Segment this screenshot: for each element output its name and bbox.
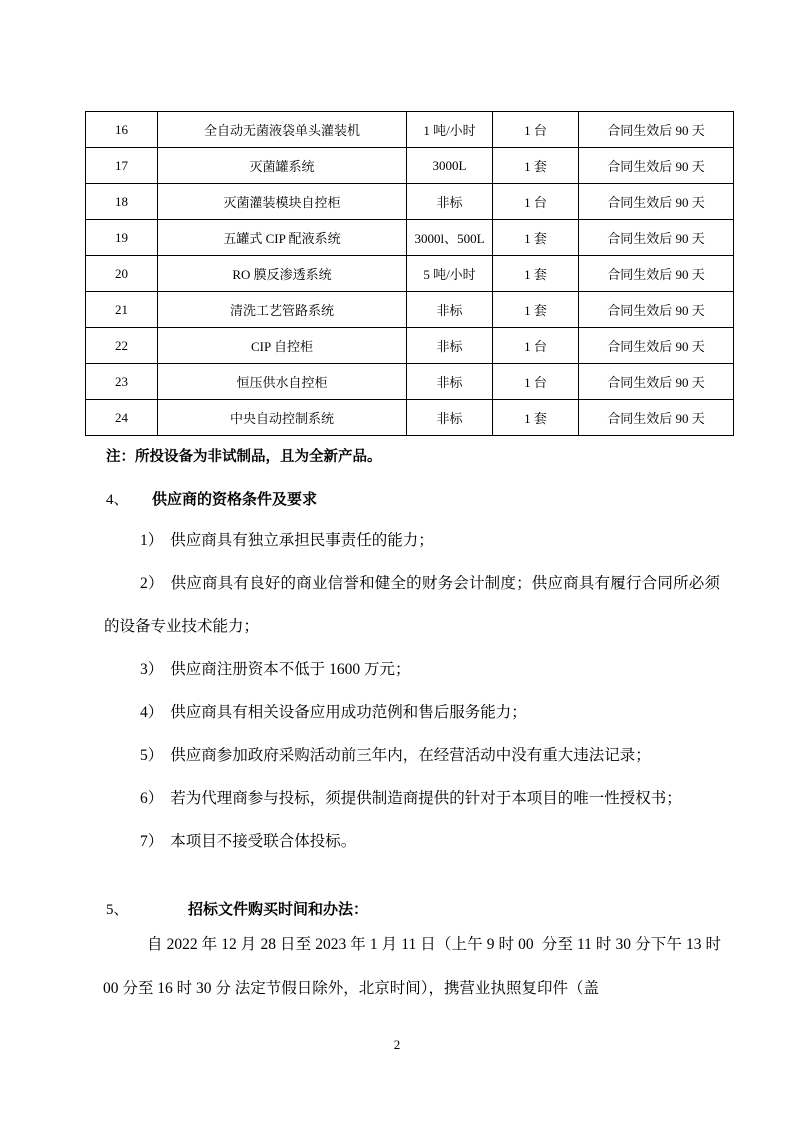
cell-delivery: 合同生效后 90 天 [579, 292, 734, 328]
cell-no: 18 [86, 184, 158, 220]
qualification-item [104, 691, 720, 734]
equipment-table-body [86, 112, 734, 436]
cell-delivery: 合同生效后 90 天 [579, 220, 734, 256]
item-label: 5） [140, 747, 164, 764]
cell-name: 清洗工艺管路系统 [158, 292, 407, 328]
cell-delivery: 合同生效后 90 天 [579, 184, 734, 220]
section4-number: 4、 [106, 492, 129, 508]
cell-spec: 非标 [407, 364, 493, 400]
cell-qty: 1 台 [493, 328, 579, 364]
cell-qty: 1 套 [493, 256, 579, 292]
item-text: 供应商参加政府采购活动前三年内，在经营活动中没有重大违法记录； [170, 747, 651, 764]
cell-delivery: 合同生效后 90 天 [579, 148, 734, 184]
cell-spec: 3000L [407, 148, 493, 184]
item-text: 供应商注册资本不低于 1600 万元； [170, 661, 411, 678]
table-row [86, 112, 734, 148]
section4-heading [106, 488, 317, 509]
cell-spec: 3000l、500L [407, 220, 493, 256]
cell-no: 22 [86, 328, 158, 364]
cell-name: 中央自动控制系统 [158, 400, 407, 436]
cell-spec: 非标 [407, 184, 493, 220]
cell-spec: 非标 [407, 400, 493, 436]
item-label: 6） [140, 790, 164, 807]
cell-name: RO 膜反渗透系统 [158, 256, 407, 292]
purchase-paragraph: 自 2022 年 12 月 28 日至 2023 年 1 月 11 日（上午 9 时 00 分至 11 时 30 分下午 13 时 00 分至 16 时 30 分 法定节假日除外，北京时间），携营业执照复印件（盖 [103, 936, 725, 997]
equipment-table [85, 111, 734, 436]
qualification-item [104, 562, 720, 648]
cell-spec: 1 吨/小时 [407, 112, 493, 148]
cell-no: 16 [86, 112, 158, 148]
cell-no: 21 [86, 292, 158, 328]
cell-spec: 非标 [407, 328, 493, 364]
item-label: 4） [140, 704, 164, 721]
cell-name: 灭菌罐系统 [158, 148, 407, 184]
item-text: 供应商具有相关设备应用成功范例和售后服务能力； [170, 704, 527, 721]
item-label: 2） [140, 575, 164, 592]
table-row [86, 256, 734, 292]
section5-title: 招标文件购买时间和办法： [188, 902, 369, 918]
section5-heading [106, 898, 368, 919]
cell-no: 24 [86, 400, 158, 436]
cell-no: 19 [86, 220, 158, 256]
qualification-item [104, 519, 720, 562]
table-row [86, 184, 734, 220]
item-text: 供应商具有良好的商业信誉和健全的财务会计制度；供应商具有履行合同所必须的设备专业技术能力； [104, 575, 720, 635]
cell-qty: 1 台 [493, 184, 579, 220]
item-label: 3） [140, 661, 164, 678]
cell-qty: 1 套 [493, 148, 579, 184]
page-number: 2 [393, 1037, 401, 1052]
cell-qty: 1 套 [493, 220, 579, 256]
cell-qty: 1 套 [493, 292, 579, 328]
table-row [86, 292, 734, 328]
cell-spec: 非标 [407, 292, 493, 328]
qualification-item [104, 734, 720, 777]
cell-name: 灭菌灌装模块自控柜 [158, 184, 407, 220]
cell-delivery: 合同生效后 90 天 [579, 400, 734, 436]
qualification-item [104, 648, 720, 691]
qualification-items [104, 519, 720, 863]
cell-name: 恒压供水自控柜 [158, 364, 407, 400]
item-text: 供应商具有独立承担民事责任的能力； [170, 532, 434, 549]
item-label: 7） [140, 833, 164, 850]
note-text: 注：所投设备为非试制品，且为全新产品。 [106, 449, 382, 465]
cell-no: 17 [86, 148, 158, 184]
section5-number: 5、 [106, 902, 129, 918]
table-row [86, 400, 734, 436]
cell-delivery: 合同生效后 90 天 [579, 256, 734, 292]
item-text: 本项目不接受联合体投标。 [170, 833, 357, 850]
item-label: 1） [140, 532, 164, 549]
cell-delivery: 合同生效后 90 天 [579, 112, 734, 148]
cell-spec: 5 吨/小时 [407, 256, 493, 292]
table-row [86, 328, 734, 364]
qualification-item [104, 777, 720, 820]
cell-delivery: 合同生效后 90 天 [579, 328, 734, 364]
cell-name: CIP 自控柜 [158, 328, 407, 364]
cell-qty: 1 台 [493, 364, 579, 400]
qualification-item [104, 820, 720, 863]
cell-qty: 1 台 [493, 112, 579, 148]
cell-no: 20 [86, 256, 158, 292]
item-text: 若为代理商参与投标，须提供制造商提供的针对于本项目的唯一性授权书； [170, 790, 682, 807]
table-row [86, 220, 734, 256]
cell-name: 五罐式 CIP 配液系统 [158, 220, 407, 256]
cell-name: 全自动无菌液袋单头灌装机 [158, 112, 407, 148]
table-row [86, 364, 734, 400]
section4-title: 供应商的资格条件及要求 [152, 492, 318, 508]
table-row [86, 148, 734, 184]
cell-no: 23 [86, 364, 158, 400]
cell-delivery: 合同生效后 90 天 [579, 364, 734, 400]
cell-qty: 1 套 [493, 400, 579, 436]
